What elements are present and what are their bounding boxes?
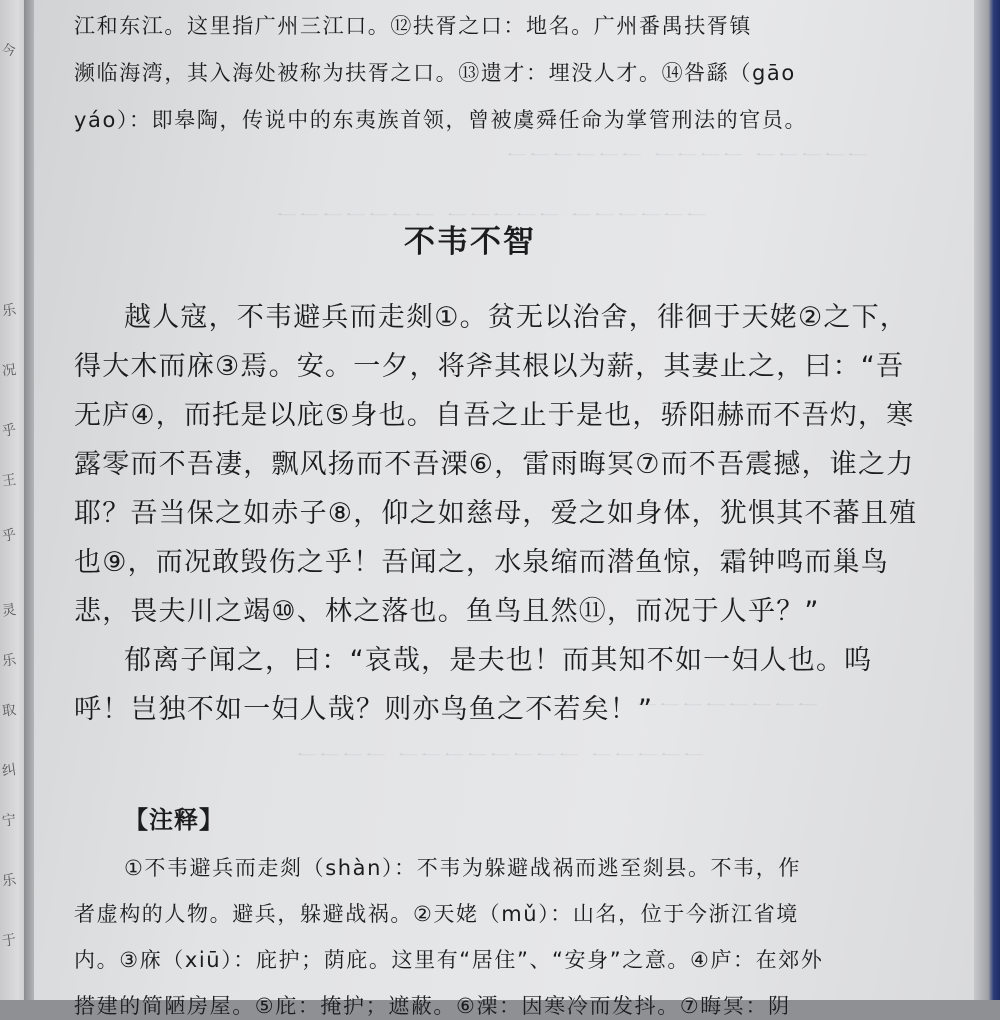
note-line: 内。③庥（xiū）：庇护；荫庇。这里有“居住”、“安身”之意。④庐：在郊外 bbox=[74, 948, 824, 972]
notes-heading: 【注释】 bbox=[124, 806, 224, 834]
bleed-through-text: 一一一一一一 一一一一一 一一一一一一一 bbox=[274, 204, 707, 228]
book-page bbox=[34, 0, 974, 1018]
paragraph-line: 耶？吾当保之如赤子⑧，仰之如慈母，爱之如身体，犹惧其不蕃且殖 bbox=[74, 498, 918, 529]
book-cover-edge bbox=[974, 0, 1000, 1000]
left-page-char: 今 bbox=[1, 42, 18, 60]
paragraph-line: 也⑨，而况敢毁伤之乎！吾闻之，水泉缩而潜鱼惊，霜钟鸣而巢鸟 bbox=[74, 547, 890, 578]
left-page-char: 乐 bbox=[1, 652, 18, 670]
bleed-through-text: 一一一一一 一一一一 一一一一一一 bbox=[504, 144, 868, 168]
left-page-char: 于 bbox=[1, 932, 18, 950]
paragraph-line: 呼！岂独不如一妇人哉？则亦鸟鱼之不若矣！” bbox=[74, 694, 654, 725]
bleed-through-text: 一一一一一一一一 bbox=[634, 694, 818, 718]
left-page-char: 纠 bbox=[1, 762, 18, 780]
article-title: 不韦不智 bbox=[404, 224, 536, 260]
paragraph-line: 郁离子闻之，曰：“哀哉，是夫也！而其知不如一妇人也。呜 bbox=[124, 645, 873, 676]
left-page-char: 灵 bbox=[1, 602, 18, 620]
note-line: ①不韦避兵而走剡（shàn）：不韦为躲避战祸而逃至剡县。不韦，作 bbox=[124, 856, 801, 880]
note-line: 搭建的简陋房屋。⑤庇：掩护；遮蔽。⑥溧：因寒冷而发抖。⑦晦冥：阴 bbox=[74, 994, 791, 1018]
note-line: 者虚构的人物。避兵，躲避战祸。②天姥（mǔ）：山名，位于今浙江省境 bbox=[74, 902, 799, 926]
paragraph-line: 露零而不吾凄，飘风扬而不吾溧⑥，雷雨晦冥⑦而不吾震撼，谁之力 bbox=[74, 449, 915, 480]
footnote-line: 江和东江。这里指广州三江口。⑫扶胥之口：地名。广州番禺扶胥镇 bbox=[74, 14, 752, 38]
paragraph-line: 得大木而庥③焉。安。一夕，将斧其根以为薪，其妻止之，曰：“吾 bbox=[74, 351, 905, 382]
left-page-char: 乐 bbox=[1, 302, 18, 320]
left-page-char: 乐 bbox=[1, 872, 18, 890]
footnote-line: yáo）：即皋陶，传说中的东夷族首领，曾被虞舜任命为掌管刑法的官员。 bbox=[74, 108, 808, 132]
paragraph-line: 悲，畏夫川之竭⑩、林之落也。鱼鸟且然⑪，而况于人乎？” bbox=[74, 596, 820, 627]
left-page-char: 取 bbox=[1, 702, 18, 720]
left-page-char: 乎 bbox=[1, 422, 18, 440]
footnote-line: 濒临海湾，其入海处被称为扶胥之口。⑬遗才：埋没人才。⑭咎繇（gāo bbox=[74, 61, 796, 85]
left-page-char: 乎 bbox=[1, 527, 18, 545]
left-page-char: 宁 bbox=[1, 812, 18, 830]
paragraph-line: 越人寇，不韦避兵而走剡①。贫无以治舍，徘徊于天姥②之下， bbox=[124, 302, 909, 333]
left-page-char: 王 bbox=[1, 472, 18, 490]
paragraph-line: 无庐④，而托是以庇⑤身也。自吾之止于是也，骄阳赫而不吾灼，寒 bbox=[74, 400, 915, 431]
bleed-through-text: 一一一一一 一一一一一一一一 一一一一 bbox=[294, 744, 704, 768]
left-page-char: 况 bbox=[1, 362, 18, 380]
